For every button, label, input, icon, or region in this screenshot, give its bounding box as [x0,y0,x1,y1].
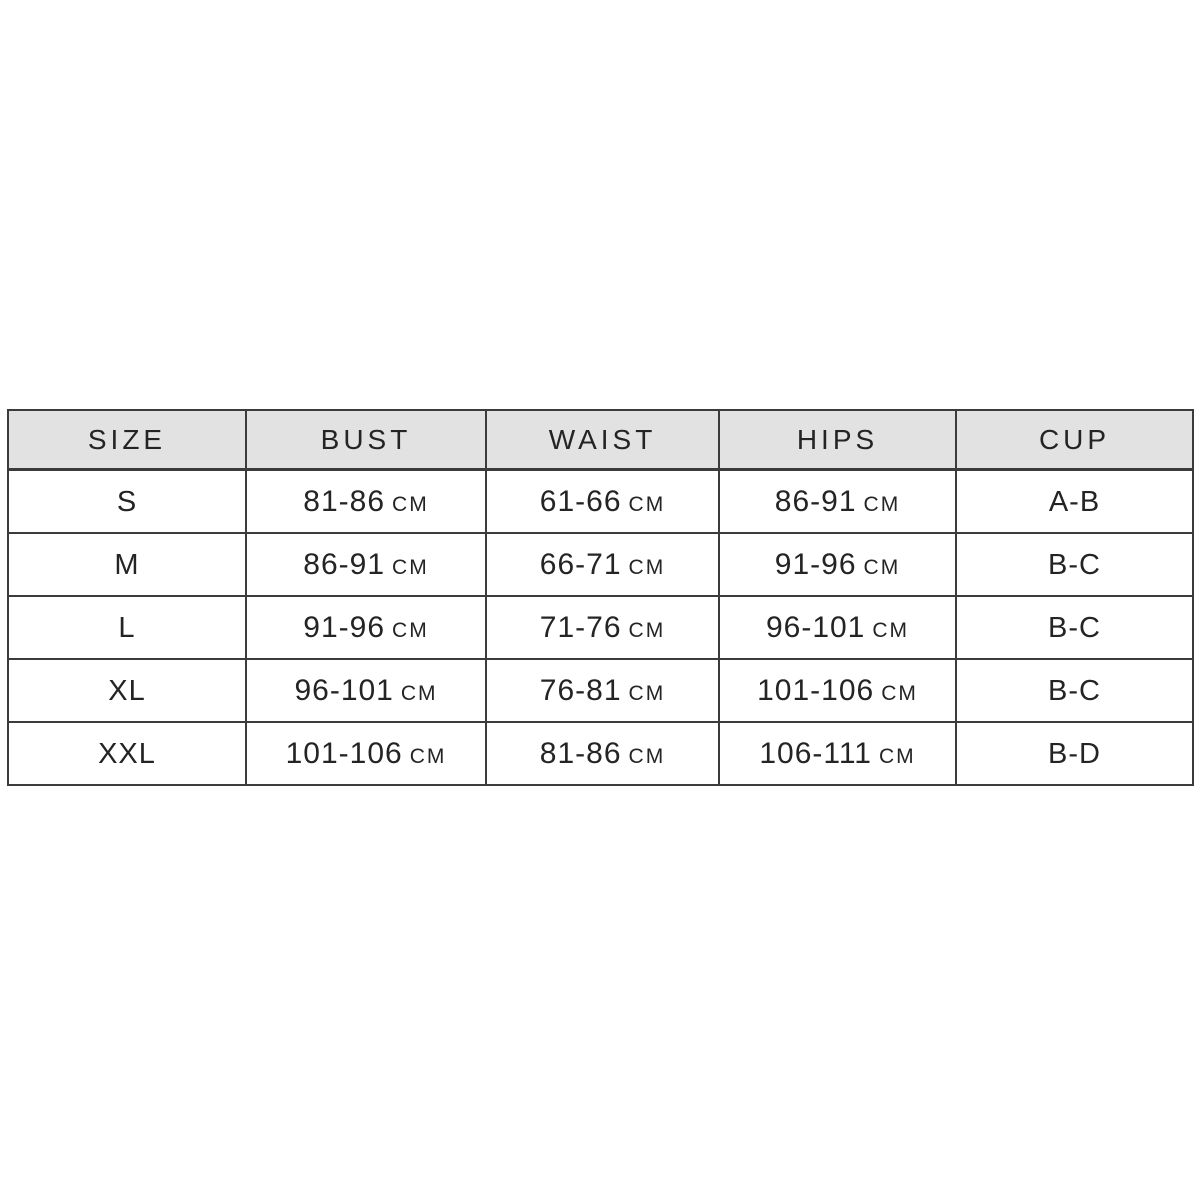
measurement-unit: CM [872,618,910,642]
column-header-waist: WAIST [486,410,719,470]
hips-cell [719,470,956,534]
cup-value: B-C [1048,611,1101,644]
measurement-value: 61-66 [539,484,622,518]
measurement-value: 86-91 [303,547,386,581]
measurement-unit: CM [628,492,666,516]
size-cell [8,722,246,785]
size-chart-table [7,409,1194,786]
measurement-value: 96-101 [294,673,394,707]
measurement-unit: CM [628,618,666,642]
cup-cell [956,596,1193,659]
column-header-bust: BUST [246,410,486,470]
cup-value: B-C [1048,548,1101,581]
cup-value: B-C [1048,674,1101,707]
measurement-unit: CM [881,681,918,705]
header-row [8,410,1193,470]
measurement-value: 101-106 [757,673,875,707]
size-cell [8,533,246,596]
waist-cell [486,596,719,659]
table-row-l [8,596,1193,659]
size-value: S [116,485,138,518]
size-cell [8,659,246,722]
table-row-xl [8,659,1193,722]
cup-value: B-D [1048,737,1101,770]
measurement-unit: CM [863,492,901,516]
column-header-cup: CUP [956,410,1193,470]
column-header-size: SIZE [8,410,246,470]
cup-cell [956,533,1193,596]
bust-cell [246,659,486,722]
measurement-unit: CM [628,555,666,579]
hips-cell [719,659,956,722]
measurement-value: 76-81 [539,673,622,707]
waist-cell [486,659,719,722]
measurement-value: 101-106 [285,736,403,770]
waist-cell [486,722,719,785]
size-cell [8,596,246,659]
cup-cell [956,722,1193,785]
hips-cell [719,533,956,596]
measurement-unit: CM [863,555,901,579]
bust-cell [246,722,486,785]
hips-cell [719,596,956,659]
cup-cell [956,470,1193,534]
hips-cell [719,722,956,785]
measurement-value: 106-111 [759,736,872,770]
measurement-value: 81-86 [303,484,386,518]
measurement-value: 96-101 [765,610,866,644]
bust-cell [246,533,486,596]
size-value: L [118,611,136,644]
measurement-value: 81-86 [539,736,622,770]
size-cell [8,470,246,534]
measurement-unit: CM [392,618,429,642]
cup-value: A-B [1048,485,1101,518]
measurement-unit: CM [628,744,666,768]
measurement-value: 91-96 [303,610,386,644]
measurement-unit: CM [409,744,447,768]
size-value: XXL [98,737,156,770]
measurement-value: 66-71 [539,547,622,581]
measurement-unit: CM [400,681,438,705]
waist-cell [486,470,719,534]
cup-cell [956,659,1193,722]
size-value: XL [108,674,146,707]
column-header-hips: HIPS [719,410,956,470]
measurement-unit: CM [392,492,429,516]
measurement-unit: CM [628,681,666,705]
size-value: M [114,548,140,581]
measurement-unit: CM [878,744,916,768]
table-row-xxl [8,722,1193,785]
measurement-value: 71-76 [539,610,622,644]
bust-cell [246,596,486,659]
measurement-value: 91-96 [774,547,857,581]
bust-cell [246,470,486,534]
measurement-value: 86-91 [774,484,857,518]
table-row-s [8,470,1193,534]
table-row-m [8,533,1193,596]
measurement-unit: CM [392,555,429,579]
waist-cell [486,533,719,596]
